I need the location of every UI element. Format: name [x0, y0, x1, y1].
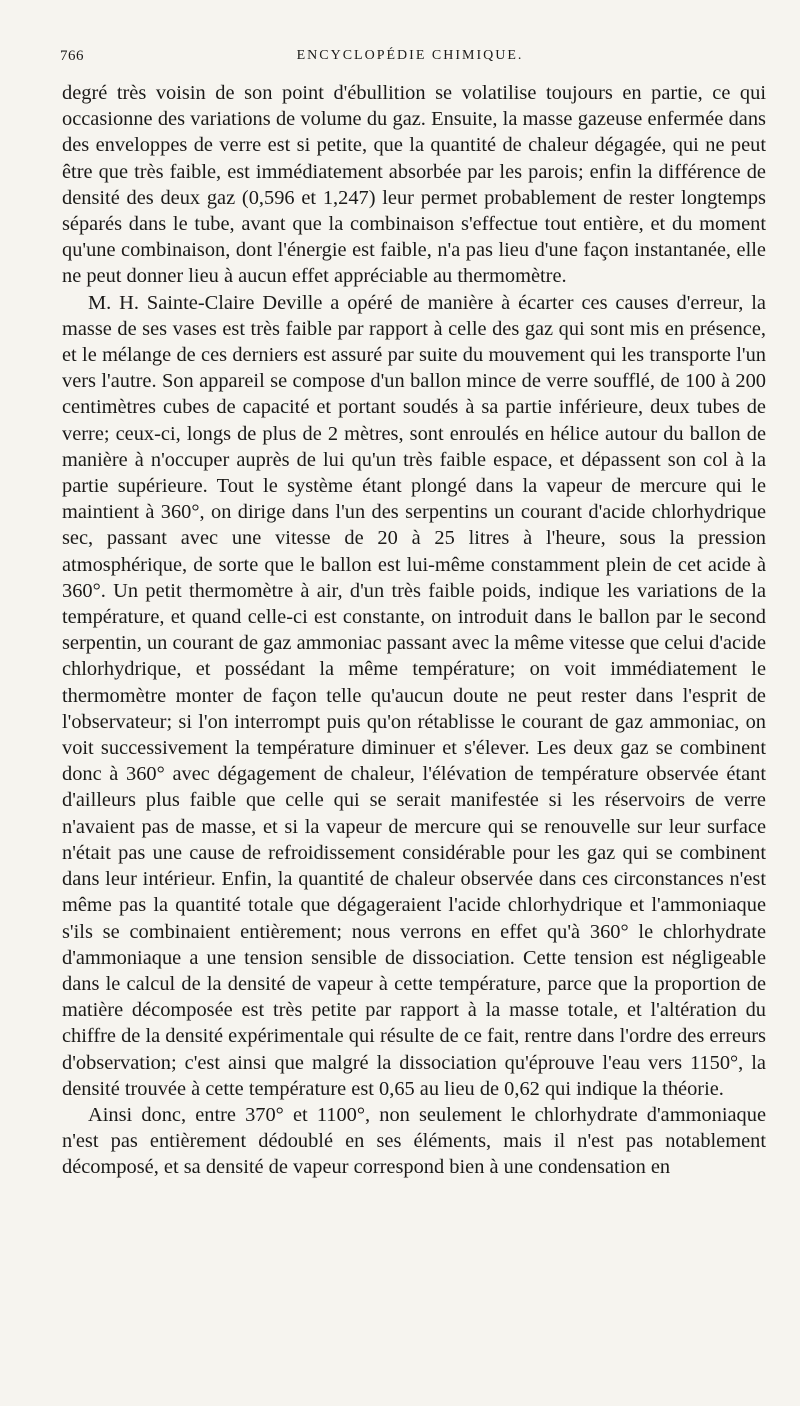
paragraph-deville-experiment: M. H. Sainte-Claire Deville a opéré de manière à écarter ces causes d'erreur, la masse de ses vases est très faible par rapport à celle des gaz qui sont mis en présence, et le mélange de ces derniers est assuré par suite du mouvement qui les transporte l'un vers l'autre. Son appareil se compose d'un ballon mince de verre soufflé, de 100 à 200 centimètres cubes de capacité et portant soudés à sa partie inférieure, deux tubes de verre; ceux-ci, longs de plus de 2 mètres, sont enroulés en hélice autour du ballon de manière à n'occuper auprès de lui qu'un très faible espace, et dépassent son col à la partie supérieure. Tout le système étant plongé dans la vapeur de mercure qui le maintient à 360°, on dirige dans l'un des serpentins un courant d'acide chlorhydrique sec, passant avec une vitesse de 20 à 25 litres à l'heure, sous la pression atmosphérique, de sorte que le ballon est lui-même constamment plein de cet acide à 360°. Un petit thermomètre à air, d'un très faible poids, indique les variations de la température, et quand celle-ci est constante, on introduit dans le ballon par le second serpentin, un courant de gaz ammoniac passant avec la même vitesse que celui d'acide chlorhydrique, et possédant la même température; on voit immédiatement le thermomètre monter de façon telle qu'aucun doute ne peut rester dans l'esprit de l'observateur; si l'on interrompt puis qu'on rétablisse le courant de gaz ammoniac, on voit successivement la température diminuer et s'élever. Les deux gaz se combinent donc à 360° avec dégagement de chaleur, l'élévation de température observée étant d'ailleurs plus faible que celle qui se serait manifestée si les réservoirs de verre n'avaient pas de masse, et si la vapeur de mercure qui se renouvelle sur leur surface n'était pas une cause de refroidissement considérable pour les gaz qui se combinent dans leur intérieur. Enfin, la quantité de chaleur observée dans ces circonstances n'est même pas la quantité totale que dégageraient l'acide chlorhydrique et l'ammoniaque s'ils se combinaient entièrement; nous verrons en effet qu'à 360° le chlorhydrate d'ammoniaque a une tension sensible de dissociation. Cette tension est négligeable dans le calcul de la densité de vapeur à cette température, parce que la proportion de matière décomposée est très petite par rapport à la masse totale, et l'altération du chiffre de la densité expérimentale qui résulte de ce fait, rentre dans l'ordre des erreurs d'observation; c'est ainsi que malgré la dissociation qu'éprouve l'eau vers 1150°, la densité trouvée à cette température est 0,65 au lieu de 0,62 qui indique la théorie. — [62, 291, 766, 1100]
running-title: ENCYCLOPÉDIE CHIMIQUE. — [296, 48, 524, 63]
paragraph-continued: degré très voisin de son point d'ébullition se volatilise toujours en partie, ce qui occasionne des variations de volume du gaz. Ensuite, la masse gazeuse enfermée dans des enveloppes de verre est si petite, que la quantité de chaleur dégagée, qui ne peut être que très faible, est immédiatement absorbée par les parois; enfin la différence de densité des deux gaz (0,596 et 1,247) leur permet probablement de rester longtemps séparés dans le tube, avant que la combinaison s'effectue tout entière, et du moment qu'une combinaison, dont l'énergie est faible, n'a pas lieu d'une façon instantanée, elle ne peut donner lieu à aucun effet appréciable au thermomètre. — [62, 82, 766, 288]
page-number: 766 — [60, 48, 84, 64]
body-text — [62, 80, 766, 1181]
page-header — [60, 48, 760, 68]
paragraph-conclusion: Ainsi donc, entre 370° et 1100°, non seulement le chlorhydrate d'ammoniaque n'est pas entièrement dédoublé en ses éléments, mais il n'est pas notablement décomposé, et sa densité de vapeur correspond bien à une condensation en — [62, 1103, 766, 1179]
